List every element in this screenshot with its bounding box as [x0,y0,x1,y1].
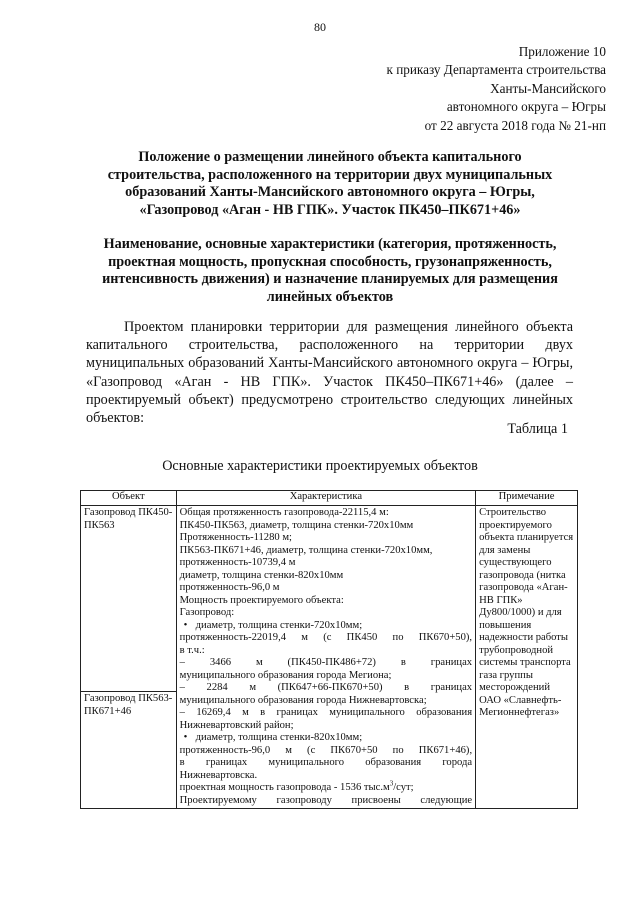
char-line: в т.ч.: [179,644,205,656]
appendix-line: автономного округа – Югры [446,99,606,115]
capacity-superscript: 3 [389,779,394,788]
char-line [179,779,472,795]
object-cell: Газопровод ПК563-ПК671+46 [81,692,177,809]
char-line: Газопровод: [179,607,235,618]
heading-line: проектная мощность, пропускная способность, грузонапряженность, [108,253,552,270]
heading-line: Наименование, основные характеристики (категория, протяженность, [103,236,557,252]
char-line: протяженность-22019,4 м (с ПК450 по ПК670+50), [179,632,473,643]
table-header-row [81,491,578,506]
header-note: Примечание [476,491,578,506]
section-heading [90,236,570,306]
characteristic-cell [176,506,475,809]
char-line: муниципального образования города Нижневартовска; [179,694,427,706]
document-title [90,149,570,219]
object-cell: Газопровод ПК450-ПК563 [81,506,177,692]
page-number: 80 [314,20,326,34]
appendix-line: Ханты-Мансийского [490,80,606,96]
appendix-line: к приказу Департамента строительства [386,62,606,78]
table-row [81,506,578,692]
title-line: строительства, расположенного на территории двух муниципальных [107,166,553,183]
header-characteristic: Характеристика [176,491,475,506]
body-paragraph: Проектом планировки территории для размещения линейного объекта капитального строительства, расположенного на территории двух муниципальных образований Ханты-Мансийского автономного округа – Югры, «Газопровод «Аган - НВ ГПК». Участок ПК450–ПК671+46» (далее – проектируемый объект) предусмотрено строительство следующих линейных объектов: [86,319,573,427]
char-line: • диаметр, толщина стенки-720х10мм; [180,620,472,633]
char-line: муниципального образования города Мегиона; [179,669,392,681]
char-line: – 2284 м (ПК647+66-ПК670+50) в границах [179,682,473,693]
char-line: • диаметр, толщина стенки-820х10мм; [180,732,472,745]
header-object: Объект [81,491,177,506]
char-line: Протяженность-11280 м; [179,532,292,543]
char-line: Нижневартовска. [179,769,258,781]
char-line: протяженность-96,0 м (с ПК670+50 по ПК671+46), [179,744,473,756]
char-line: – 16269,4 м в границах муниципального образования [179,707,473,718]
characteristics-table [80,490,578,809]
heading-line: линейных объектов [266,288,394,305]
capacity-unit: /сут; [393,782,414,793]
table-label: Таблица 1 [507,421,568,437]
appendix-line: Приложение 10 [518,44,606,59]
table-caption: Основные характеристики проектируемых объектов [162,458,478,474]
appendix-line: от 22 августа 2018 года № 21-нп [424,117,606,133]
capacity-text: проектная мощность газопровода - 1536 тыс.м [179,782,390,793]
char-line: – 3466 м (ПК450-ПК486+72) в границах [179,657,473,668]
title-line: образований Ханты-Мансийского автономного округа – Югры, [125,184,535,201]
char-line: Нижневартовский район; [179,719,294,731]
heading-line: интенсивность движения) и назначение планируемых для размещения [102,271,558,288]
char-line: ПК563-ПК671+46, диаметр, толщина стенки-720х10мм, [179,544,433,556]
char-line: Мощность проектируемого объекта: [179,594,344,606]
appendix-header [387,43,607,135]
char-line: протяженность-96,0 м [179,582,280,593]
note-cell: Строительство проектируемого объекта планируется для замены существующего газопровода (нитка газопровода «Аган-НВ ГПК» Ду800/1000) и для повышения надежности работы трубопроводной системы транспорта газа группы месторождений ОАО «Славнефть-Мегионнефтегаз» [476,506,578,809]
char-line: диаметр, толщина стенки-820х10мм [179,569,344,581]
char-line: Общая протяженность газопровода-22115,4 м: [179,507,389,518]
title-line: Положение о размещении линейного объекта капитального [138,149,522,165]
char-line: Проектируемому газопроводу присвоены следующие [179,794,473,806]
char-line: протяженность-10739,4 м [179,557,296,568]
char-line: в границах муниципального образования города [179,757,473,768]
title-line: «Газопровод «Аган - НВ ГПК». Участок ПК450–ПК671+46» [139,201,521,218]
char-line: ПК450-ПК563, диаметр, толщина стенки-720х10мм [179,519,414,531]
